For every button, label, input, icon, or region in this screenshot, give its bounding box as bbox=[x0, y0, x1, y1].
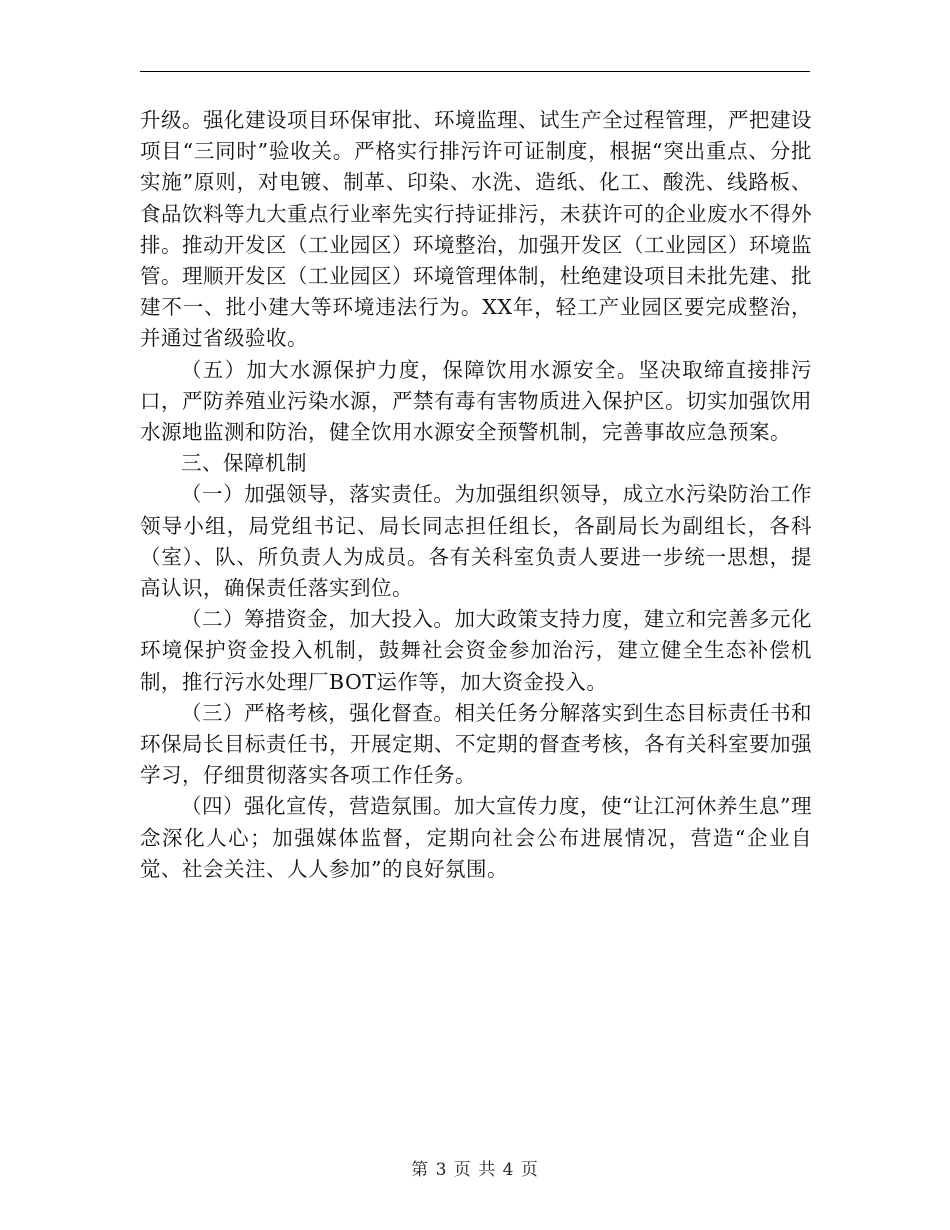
document-body bbox=[140, 105, 812, 885]
paragraph-item-5-water-source: （五）加大水源保护力度，保障饮用水源安全。坚决取缔直接排污口，严防养殖业污染水源，严禁有毒有害物质进入保护区。切实加强饮用水源地监测和防治，健全饮用水源安全预警机制，完善事故应急预案。 bbox=[140, 357, 812, 445]
section-heading-safeguard: 三、保障机制 bbox=[181, 451, 307, 476]
paragraph-item-1-leadership: （一）加强领导，落实责任。为加强组织领导，成立水污染防治工作领导小组，局党组书记、局长同志担任组长，各副局长为副组长，各科（室）、队、所负责人为成员。各有关科室负责人要进一步统一思想，提高认识，确保责任落实到位。 bbox=[140, 482, 812, 601]
paragraph-item-3-assessment: （三）严格考核，强化督查。相关任务分解落实到生态目标责任书和环保局长目标责任书，开展定期、不定期的督查考核，各有关科室要加强学习，仔细贯彻落实各项工作任务。 bbox=[140, 700, 812, 788]
paragraph-continuation: 升级。强化建设项目环保审批、环境监理、试生产全过程管理，严把建设项目“三同时”验收关。严格实行排污许可证制度，根据“突出重点、分批实施”原则，对电镀、制革、印染、水洗、造纸、化工、酸洗、线路板、食品饮料等九大重点行业率先实行持证排污，未获许可的企业废水不得外排。推动开发区（工业园区）环境整治，加强开发区（工业园区）环境监管。理顺开发区（工业园区）环境管理体制，杜绝建设项目未批先建、批建不一、批小建大等环境违法行为。XX年，轻工产业园区要完成整治，并通过省级验收。 bbox=[140, 108, 812, 351]
paragraph-item-4-publicity: （四）强化宣传，营造氛围。加大宣传力度，使“让江河休养生息”理念深化人心；加强媒体监督，定期向社会公布进展情况，营造“企业自觉、社会关注、人人参加”的良好氛围。 bbox=[140, 794, 812, 881]
page-number-footer: 第 3 页 共 4 页 bbox=[411, 1160, 539, 1180]
header-rule bbox=[140, 71, 810, 72]
paragraph-item-2-funding: （二）筹措资金，加大投入。加大政策支持力度，建立和完善多元化环境保护资金投入机制，鼓舞社会资金参加治污，建立健全生态补偿机制，推行污水处理厂BOT运作等，加大资金投入。 bbox=[140, 607, 812, 694]
